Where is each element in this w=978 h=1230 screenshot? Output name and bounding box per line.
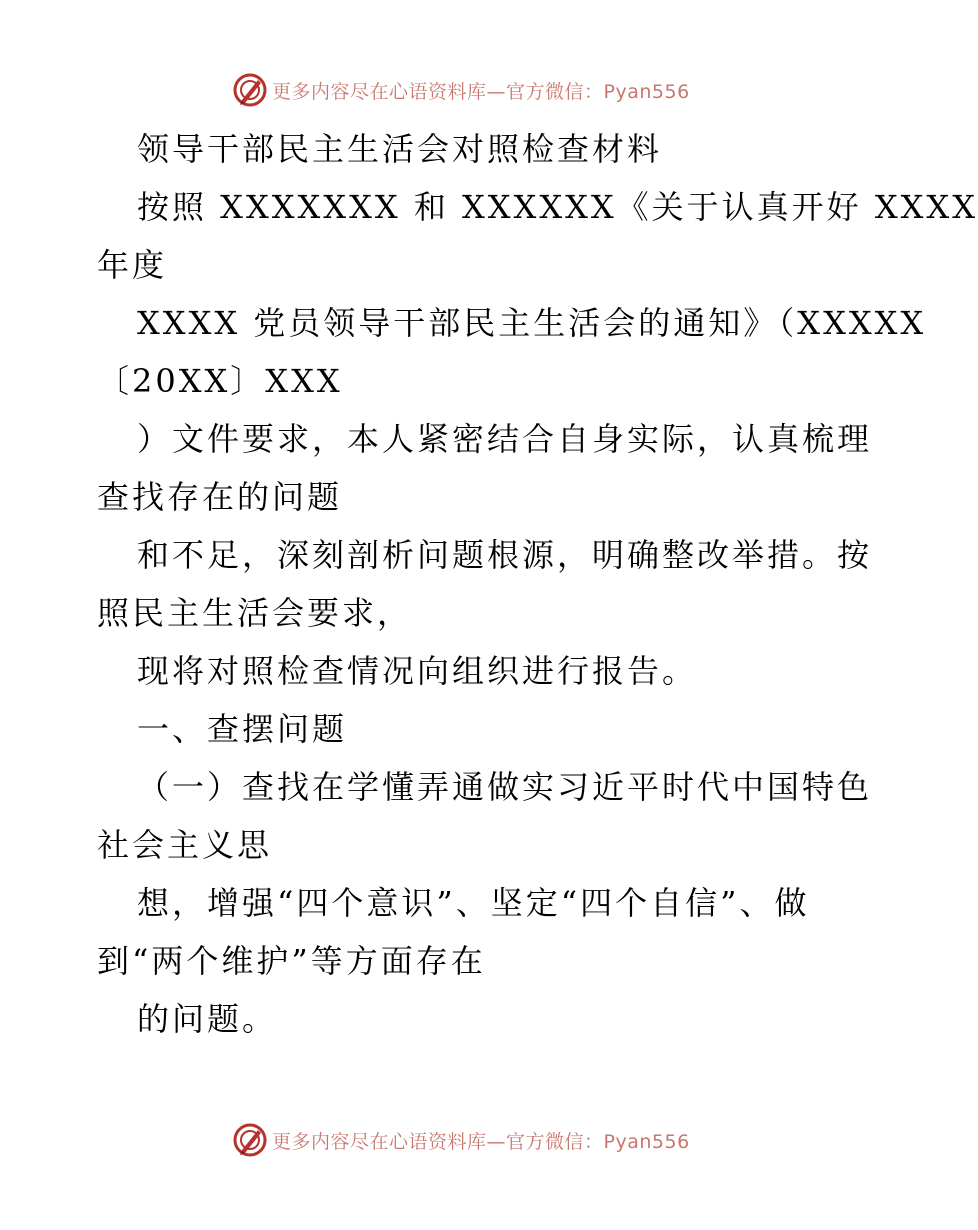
document-title: 领导干部民主生活会对照检查材料 <box>137 130 663 168</box>
text-line: 想，增强“四个意识”、坚定“四个自信”、做 <box>137 884 810 922</box>
text-line: 年度 <box>97 246 168 284</box>
wechat-id: Pyan556 <box>603 1130 690 1153</box>
text-line: 照民主生活会要求， <box>97 594 413 632</box>
text-line: 的问题。 <box>137 1000 278 1038</box>
pen-logo-icon <box>232 1122 268 1158</box>
footer-banner <box>0 1120 950 1160</box>
header-banner <box>0 70 950 110</box>
text-line: 和不足，深刻剖析问题根源，明确整改举措。按 <box>137 536 873 574</box>
wechat-id: Pyan556 <box>603 80 690 103</box>
section-heading: 一、查摆问题 <box>137 710 348 748</box>
document-body <box>97 120 978 1048</box>
text-line: 查找存在的问题 <box>97 478 343 516</box>
text-line: 到“两个维护”等方面存在 <box>97 942 486 980</box>
banner-text: 更多内容尽在心语资料库—官方微信：Pyan556 <box>272 1130 690 1153</box>
banner-text: 更多内容尽在心语资料库—官方微信：Pyan556 <box>272 80 690 103</box>
text-line: 现将对照检查情况向组织进行报告。 <box>137 652 698 690</box>
subsection-heading: （一）查找在学懂弄通做实习近平时代中国特色 <box>137 768 873 806</box>
text-line: XXXX 党员领导干部民主生活会的通知》（XXXXX <box>137 304 927 342</box>
text-line: 社会主义思 <box>97 826 273 864</box>
text-line: 〔20XX〕XXX <box>97 362 343 400</box>
pen-logo-icon <box>232 72 268 108</box>
text-line: 按照 XXXXXXX 和 XXXXXX《关于认真开好 XXXX <box>137 188 978 226</box>
text-line: ）文件要求，本人紧密结合自身实际，认真梳理 <box>137 420 873 458</box>
